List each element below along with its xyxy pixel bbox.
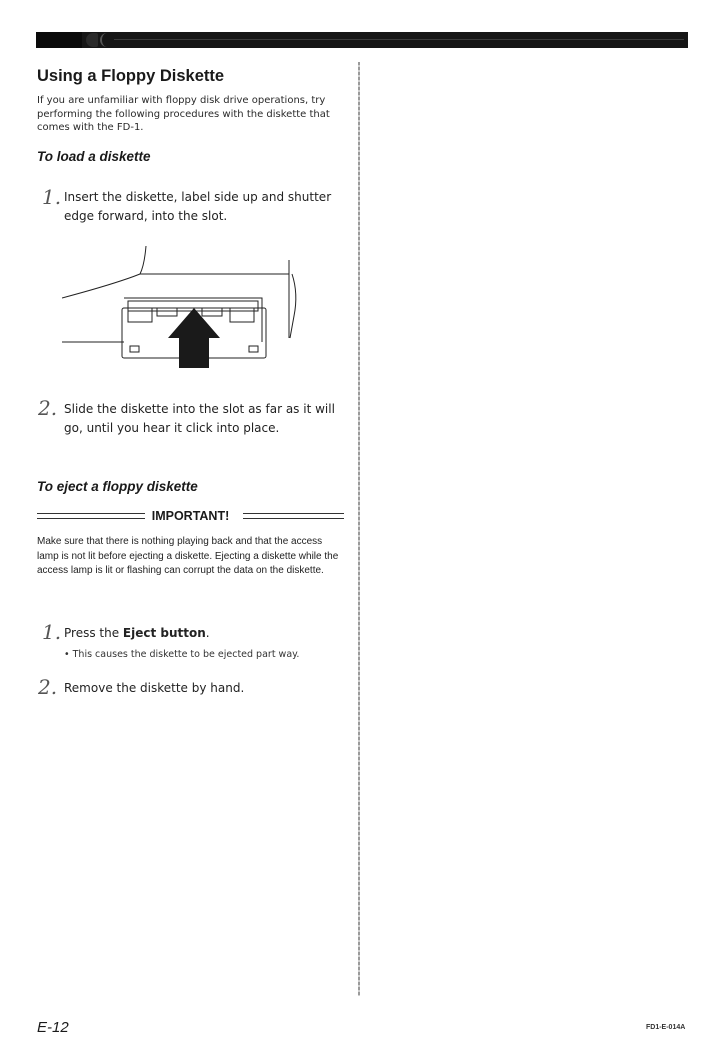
- column-divider: [358, 62, 360, 996]
- header-block: [36, 32, 82, 48]
- load-step-2-number: 2.: [38, 396, 58, 420]
- eject-step-1-text: Press the Eject button.: [64, 626, 210, 640]
- eject-step-2-number: 2.: [38, 675, 58, 699]
- diskette-insert-illustration: [62, 246, 302, 372]
- document-code: FD1-E-014A: [646, 1024, 686, 1031]
- eject-button-label: Eject button: [122, 626, 206, 640]
- eject-step-2-text: Remove the diskette by hand.: [64, 681, 245, 695]
- eject-heading: To eject a floppy diskette: [37, 479, 198, 494]
- header-tab-icon: [86, 33, 98, 47]
- eject-step-1-bullet: • This causes the diskette to be ejected part way.: [64, 649, 300, 660]
- header-bracket-icon: [100, 33, 112, 47]
- important-warning: Make sure that there is nothing playing back and that the access lamp is not lit before ejecting a diskette. Ejecting a diskette while the access lamp is lit or flashing can corrupt the data on the diskette.: [37, 536, 339, 576]
- intro-paragraph: If you are unfamiliar with floppy disk drive operations, try performing the following procedures with the diskette that comes with the FD-1.: [37, 95, 330, 133]
- important-label: IMPORTANT!: [151, 509, 230, 523]
- load-step-1-text: Insert the diskette, label side up and shutter edge forward, into the slot.: [64, 190, 332, 223]
- load-step-1-number: 1.: [42, 185, 62, 209]
- page-number: E-12: [37, 1019, 69, 1036]
- header-bar: [36, 32, 688, 48]
- eject-step-1-number: 1.: [42, 620, 62, 644]
- load-heading: To load a diskette: [37, 149, 151, 164]
- page-title: Using a Floppy Diskette: [37, 67, 225, 85]
- load-step-2-text: Slide the diskette into the slot as far as it will go, until you hear it click into place.: [64, 402, 335, 435]
- header-rule: [114, 39, 684, 40]
